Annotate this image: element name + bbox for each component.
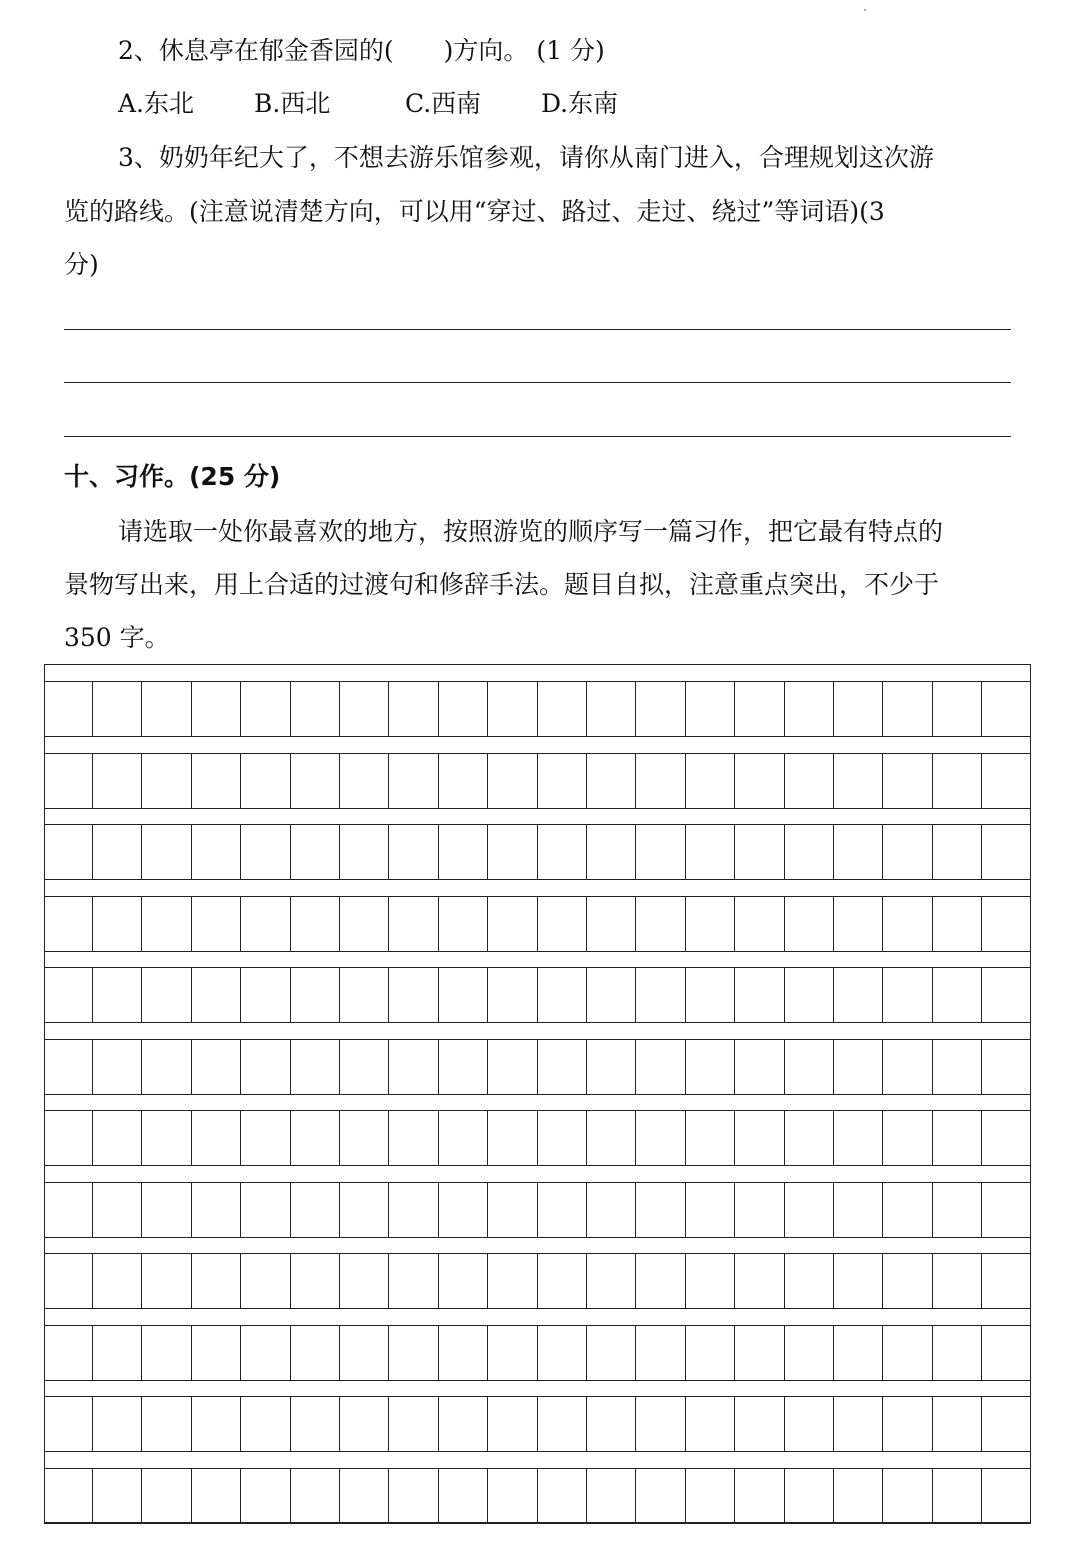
grid-cell[interactable] xyxy=(686,897,735,951)
grid-cell[interactable] xyxy=(241,1111,290,1165)
grid-cell[interactable] xyxy=(636,825,685,879)
grid-cell[interactable] xyxy=(982,897,1030,951)
grid-cell[interactable] xyxy=(142,682,191,736)
grid-cell[interactable] xyxy=(982,1397,1030,1451)
grid-cell[interactable] xyxy=(735,1254,784,1308)
grid-cell[interactable] xyxy=(933,897,982,951)
grid-cell[interactable] xyxy=(735,1397,784,1451)
grid-cell[interactable] xyxy=(538,1183,587,1237)
grid-cell[interactable] xyxy=(93,1326,142,1380)
grid-cell[interactable] xyxy=(735,825,784,879)
option-d[interactable]: D.东南 xyxy=(541,89,619,118)
grid-cell[interactable] xyxy=(785,825,834,879)
grid-cell[interactable] xyxy=(735,1040,784,1094)
grid-cell[interactable] xyxy=(538,1397,587,1451)
grid-cell[interactable] xyxy=(389,754,438,808)
grid-row xyxy=(44,1396,1031,1452)
grid-cell[interactable] xyxy=(686,1183,735,1237)
essay-prompt-line-1: 请选取一处你最喜欢的地方，按照游览的顺序写一篇习作，把它最有特点的 xyxy=(118,517,944,546)
grid-cell[interactable] xyxy=(291,754,340,808)
grid-cell[interactable] xyxy=(834,825,883,879)
grid-cell[interactable] xyxy=(982,1111,1030,1165)
essay-prompt-line-3: 350 字。 xyxy=(64,623,170,652)
grid-cell[interactable] xyxy=(340,1111,389,1165)
grid-cell[interactable] xyxy=(785,754,834,808)
grid-cell[interactable] xyxy=(538,754,587,808)
grid-cell[interactable] xyxy=(636,682,685,736)
grid-cell[interactable] xyxy=(636,1326,685,1380)
grid-cell[interactable] xyxy=(241,968,290,1022)
grid-cell[interactable] xyxy=(389,1111,438,1165)
grid-row xyxy=(44,1039,1031,1095)
grid-cell[interactable] xyxy=(587,1183,636,1237)
grid-cell[interactable] xyxy=(686,1326,735,1380)
grid-cell[interactable] xyxy=(192,897,241,951)
grid-cell[interactable] xyxy=(933,1111,982,1165)
grid-cell[interactable] xyxy=(192,1469,241,1523)
grid-cell[interactable] xyxy=(389,1397,438,1451)
grid-cell[interactable] xyxy=(241,682,290,736)
question-2-text: 2、休息亭在郁金香园的( )方向。 (1 分) xyxy=(118,36,605,65)
grid-cell[interactable] xyxy=(142,1111,191,1165)
grid-row xyxy=(44,1182,1031,1238)
grid-cell[interactable] xyxy=(785,1397,834,1451)
grid-cell[interactable] xyxy=(241,1469,290,1523)
grid-row xyxy=(44,1253,1031,1309)
grid-cell[interactable] xyxy=(587,1326,636,1380)
grid-cell[interactable] xyxy=(93,825,142,879)
grid-cell[interactable] xyxy=(192,682,241,736)
grid-cell[interactable] xyxy=(785,968,834,1022)
grid-cell[interactable] xyxy=(587,1254,636,1308)
grid-cell[interactable] xyxy=(340,754,389,808)
grid-cell[interactable] xyxy=(538,825,587,879)
grid-cell[interactable] xyxy=(883,1254,932,1308)
grid-cell[interactable] xyxy=(636,1469,685,1523)
grid-cell[interactable] xyxy=(389,682,438,736)
answer-line-2[interactable] xyxy=(64,382,1011,383)
grid-cell[interactable] xyxy=(587,897,636,951)
grid-cell[interactable] xyxy=(44,1183,93,1237)
grid-cell[interactable] xyxy=(44,1111,93,1165)
option-b[interactable]: B.西北 xyxy=(254,89,331,118)
section-10-heading: 十、习作。(25 分) xyxy=(64,462,281,491)
grid-cell[interactable] xyxy=(933,1397,982,1451)
grid-row xyxy=(44,753,1031,809)
grid-cell[interactable] xyxy=(44,897,93,951)
grid-cell[interactable] xyxy=(538,1111,587,1165)
grid-cell[interactable] xyxy=(488,1254,537,1308)
grid-cell[interactable] xyxy=(883,754,932,808)
grid-cell[interactable] xyxy=(439,825,488,879)
grid-cell[interactable] xyxy=(142,825,191,879)
grid-cell[interactable] xyxy=(142,968,191,1022)
grid-cell[interactable] xyxy=(883,1469,932,1523)
grid-cell[interactable] xyxy=(44,1040,93,1094)
grid-row xyxy=(44,1110,1031,1166)
grid-cell[interactable] xyxy=(883,1040,932,1094)
grid-cell[interactable] xyxy=(735,1469,784,1523)
grid-cell[interactable] xyxy=(538,1326,587,1380)
grid-cell[interactable] xyxy=(587,1397,636,1451)
grid-cell[interactable] xyxy=(192,968,241,1022)
grid-cell[interactable] xyxy=(982,1326,1030,1380)
grid-cell[interactable] xyxy=(291,1326,340,1380)
grid-cell[interactable] xyxy=(93,1254,142,1308)
grid-cell[interactable] xyxy=(340,682,389,736)
grid-cell[interactable] xyxy=(834,754,883,808)
grid-cell[interactable] xyxy=(587,825,636,879)
grid-cell[interactable] xyxy=(439,1326,488,1380)
grid-cell[interactable] xyxy=(389,897,438,951)
answer-line-3[interactable] xyxy=(64,436,1011,437)
grid-cell[interactable] xyxy=(538,897,587,951)
answer-line-1[interactable] xyxy=(64,329,1011,330)
grid-cell[interactable] xyxy=(735,1326,784,1380)
grid-cell[interactable] xyxy=(389,1183,438,1237)
grid-cell[interactable] xyxy=(142,754,191,808)
question-3-line-3: 分) xyxy=(64,250,99,279)
grid-cell[interactable] xyxy=(192,754,241,808)
grid-cell[interactable] xyxy=(142,1254,191,1308)
grid-cell[interactable] xyxy=(93,754,142,808)
grid-cell[interactable] xyxy=(241,1254,290,1308)
grid-cell[interactable] xyxy=(883,968,932,1022)
grid-cell[interactable] xyxy=(439,754,488,808)
grid-cell[interactable] xyxy=(636,1183,685,1237)
grid-cell[interactable] xyxy=(686,754,735,808)
grid-cell[interactable] xyxy=(291,968,340,1022)
grid-cell[interactable] xyxy=(686,1254,735,1308)
grid-cell[interactable] xyxy=(883,682,932,736)
grid-cell[interactable] xyxy=(538,1469,587,1523)
grid-cell[interactable] xyxy=(834,682,883,736)
grid-cell[interactable] xyxy=(192,825,241,879)
grid-cell[interactable] xyxy=(834,968,883,1022)
grid-cell[interactable] xyxy=(44,754,93,808)
grid-cell[interactable] xyxy=(933,754,982,808)
grid-cell[interactable] xyxy=(192,1183,241,1237)
grid-cell[interactable] xyxy=(142,897,191,951)
grid-cell[interactable] xyxy=(488,682,537,736)
grid-cell[interactable] xyxy=(93,1111,142,1165)
grid-cell[interactable] xyxy=(834,1040,883,1094)
grid-row xyxy=(44,1468,1031,1524)
grid-cell[interactable] xyxy=(488,1469,537,1523)
grid-cell[interactable] xyxy=(291,897,340,951)
grid-cell[interactable] xyxy=(389,968,438,1022)
question-3-line-1: 3、奶奶年纪大了，不想去游乐馆参观，请你从南门进入，合理规划这次游 xyxy=(118,143,934,172)
grid-cell[interactable] xyxy=(587,1111,636,1165)
grid-cell[interactable] xyxy=(439,1254,488,1308)
grid-cell[interactable] xyxy=(291,682,340,736)
grid-cell[interactable] xyxy=(883,897,932,951)
grid-cell[interactable] xyxy=(291,1111,340,1165)
grid-cell[interactable] xyxy=(241,825,290,879)
grid-cell[interactable] xyxy=(883,825,932,879)
grid-cell[interactable] xyxy=(538,1040,587,1094)
grid-cell[interactable] xyxy=(192,1040,241,1094)
grid-cell[interactable] xyxy=(291,825,340,879)
grid-cell[interactable] xyxy=(241,897,290,951)
grid-cell[interactable] xyxy=(142,1469,191,1523)
option-a[interactable]: A.东北 xyxy=(118,89,195,118)
grid-cell[interactable] xyxy=(933,1040,982,1094)
grid-cell[interactable] xyxy=(735,1111,784,1165)
grid-cell[interactable] xyxy=(340,1326,389,1380)
grid-cell[interactable] xyxy=(44,682,93,736)
grid-cell[interactable] xyxy=(291,1469,340,1523)
grid-cell[interactable] xyxy=(686,1469,735,1523)
grid-cell[interactable] xyxy=(44,1469,93,1523)
grid-cell[interactable] xyxy=(389,1469,438,1523)
grid-cell[interactable] xyxy=(636,1254,685,1308)
grid-cell[interactable] xyxy=(735,682,784,736)
grid-cell[interactable] xyxy=(488,754,537,808)
grid-cell[interactable] xyxy=(291,1254,340,1308)
grid-row xyxy=(44,681,1031,737)
grid-cell[interactable] xyxy=(735,897,784,951)
grid-cell[interactable] xyxy=(785,1040,834,1094)
grid-cell[interactable] xyxy=(735,1183,784,1237)
grid-cell[interactable] xyxy=(439,968,488,1022)
grid-cell[interactable] xyxy=(785,897,834,951)
grid-cell[interactable] xyxy=(538,1254,587,1308)
grid-cell[interactable] xyxy=(587,754,636,808)
grid-cell[interactable] xyxy=(44,1326,93,1380)
grid-cell[interactable] xyxy=(933,1326,982,1380)
grid-cell[interactable] xyxy=(439,1397,488,1451)
grid-row xyxy=(44,1325,1031,1381)
grid-cell[interactable] xyxy=(883,1183,932,1237)
grid-cell[interactable] xyxy=(488,1111,537,1165)
grid-cell[interactable] xyxy=(686,682,735,736)
grid-cell[interactable] xyxy=(538,682,587,736)
grid-cell[interactable] xyxy=(636,754,685,808)
grid-cell[interactable] xyxy=(439,1183,488,1237)
grid-cell[interactable] xyxy=(587,1469,636,1523)
grid-cell[interactable] xyxy=(538,968,587,1022)
grid-cell[interactable] xyxy=(241,1040,290,1094)
grid-cell[interactable] xyxy=(291,1040,340,1094)
grid-cell[interactable] xyxy=(44,968,93,1022)
grid-cell[interactable] xyxy=(488,897,537,951)
grid-cell[interactable] xyxy=(636,1111,685,1165)
essay-prompt-line-2: 景物写出来，用上合适的过渡句和修辞手法。题目自拟，注意重点突出，不少于 xyxy=(64,570,940,599)
grid-cell[interactable] xyxy=(834,1397,883,1451)
grid-cell[interactable] xyxy=(241,1397,290,1451)
grid-cell[interactable] xyxy=(488,1040,537,1094)
grid-cell[interactable] xyxy=(340,968,389,1022)
grid-cell[interactable] xyxy=(933,968,982,1022)
grid-cell[interactable] xyxy=(389,1040,438,1094)
question-3-line-2: 览的路线。(注意说清楚方向，可以用“穿过、路过、走过、绕过”等词语)(3 xyxy=(64,197,885,226)
grid-cell[interactable] xyxy=(982,968,1030,1022)
grid-cell[interactable] xyxy=(192,1254,241,1308)
grid-cell[interactable] xyxy=(735,968,784,1022)
grid-cell[interactable] xyxy=(834,897,883,951)
grid-cell[interactable] xyxy=(488,825,537,879)
grid-cell[interactable] xyxy=(340,1469,389,1523)
grid-cell[interactable] xyxy=(686,1397,735,1451)
grid-row xyxy=(44,824,1031,880)
grid-cell[interactable] xyxy=(340,1397,389,1451)
grid-cell[interactable] xyxy=(834,1111,883,1165)
grid-cell[interactable] xyxy=(587,682,636,736)
grid-cell[interactable] xyxy=(340,1183,389,1237)
grid-cell[interactable] xyxy=(340,825,389,879)
grid-cell[interactable] xyxy=(488,1397,537,1451)
grid-cell[interactable] xyxy=(142,1397,191,1451)
grid-cell[interactable] xyxy=(192,1326,241,1380)
grid-cell[interactable] xyxy=(785,1111,834,1165)
grid-cell[interactable] xyxy=(93,1469,142,1523)
grid-cell[interactable] xyxy=(142,1326,191,1380)
grid-cell[interactable] xyxy=(44,825,93,879)
grid-cell[interactable] xyxy=(834,1469,883,1523)
grid-cell[interactable] xyxy=(340,1254,389,1308)
grid-cell[interactable] xyxy=(686,1040,735,1094)
grid-cell[interactable] xyxy=(636,1040,685,1094)
grid-cell[interactable] xyxy=(340,897,389,951)
grid-cell[interactable] xyxy=(834,1326,883,1380)
grid-cell[interactable] xyxy=(142,1183,191,1237)
grid-cell[interactable] xyxy=(982,682,1030,736)
grid-cell[interactable] xyxy=(439,1469,488,1523)
grid-cell[interactable] xyxy=(834,1183,883,1237)
grid-cell[interactable] xyxy=(834,1254,883,1308)
grid-cell[interactable] xyxy=(93,1397,142,1451)
grid-row xyxy=(44,967,1031,1023)
grid-cell[interactable] xyxy=(982,1469,1030,1523)
grid-cell[interactable] xyxy=(982,754,1030,808)
grid-cell[interactable] xyxy=(389,1254,438,1308)
grid-cell[interactable] xyxy=(439,682,488,736)
grid-cell[interactable] xyxy=(44,1397,93,1451)
grid-cell[interactable] xyxy=(785,1469,834,1523)
grid-cell[interactable] xyxy=(933,682,982,736)
grid-cell[interactable] xyxy=(785,682,834,736)
grid-cell[interactable] xyxy=(636,1397,685,1451)
grid-cell[interactable] xyxy=(933,1254,982,1308)
grid-cell[interactable] xyxy=(785,1183,834,1237)
grid-cell[interactable] xyxy=(93,1040,142,1094)
grid-cell[interactable] xyxy=(93,1183,142,1237)
grid-cell[interactable] xyxy=(933,1183,982,1237)
grid-cell[interactable] xyxy=(439,897,488,951)
grid-cell[interactable] xyxy=(686,1111,735,1165)
grid-cell[interactable] xyxy=(44,1254,93,1308)
grid-cell[interactable] xyxy=(785,1326,834,1380)
grid-cell[interactable] xyxy=(933,825,982,879)
grid-cell[interactable] xyxy=(241,1326,290,1380)
grid-cell[interactable] xyxy=(982,1040,1030,1094)
grid-cell[interactable] xyxy=(982,1183,1030,1237)
grid-cell[interactable] xyxy=(340,1040,389,1094)
grid-cell[interactable] xyxy=(93,968,142,1022)
grid-cell[interactable] xyxy=(93,897,142,951)
grid-row xyxy=(44,896,1031,952)
grid-cell[interactable] xyxy=(241,754,290,808)
grid-cell[interactable] xyxy=(291,1183,340,1237)
grid-cell[interactable] xyxy=(389,825,438,879)
grid-cell[interactable] xyxy=(142,1040,191,1094)
grid-cell[interactable] xyxy=(439,1040,488,1094)
grid-cell[interactable] xyxy=(439,1111,488,1165)
grid-cell[interactable] xyxy=(488,1183,537,1237)
option-c[interactable]: C.西南 xyxy=(405,89,482,118)
writing-grid xyxy=(44,664,1031,1523)
grid-cell[interactable] xyxy=(735,754,784,808)
grid-cell[interactable] xyxy=(982,825,1030,879)
grid-cell[interactable] xyxy=(686,968,735,1022)
grid-cell[interactable] xyxy=(488,968,537,1022)
grid-cell[interactable] xyxy=(933,1469,982,1523)
grid-cell[interactable] xyxy=(192,1111,241,1165)
grid-cell[interactable] xyxy=(785,1254,834,1308)
grid-cell[interactable] xyxy=(982,1254,1030,1308)
grid-cell[interactable] xyxy=(883,1397,932,1451)
grid-cell[interactable] xyxy=(241,1183,290,1237)
grid-cell[interactable] xyxy=(291,1397,340,1451)
grid-cell[interactable] xyxy=(389,1326,438,1380)
grid-cell[interactable] xyxy=(587,1040,636,1094)
grid-cell[interactable] xyxy=(883,1326,932,1380)
scan-speck xyxy=(864,9,866,11)
grid-cell[interactable] xyxy=(93,682,142,736)
grid-cell[interactable] xyxy=(636,968,685,1022)
grid-cell[interactable] xyxy=(488,1326,537,1380)
grid-cell[interactable] xyxy=(636,897,685,951)
grid-cell[interactable] xyxy=(686,825,735,879)
grid-cell[interactable] xyxy=(192,1397,241,1451)
grid-cell[interactable] xyxy=(587,968,636,1022)
grid-cell[interactable] xyxy=(883,1111,932,1165)
